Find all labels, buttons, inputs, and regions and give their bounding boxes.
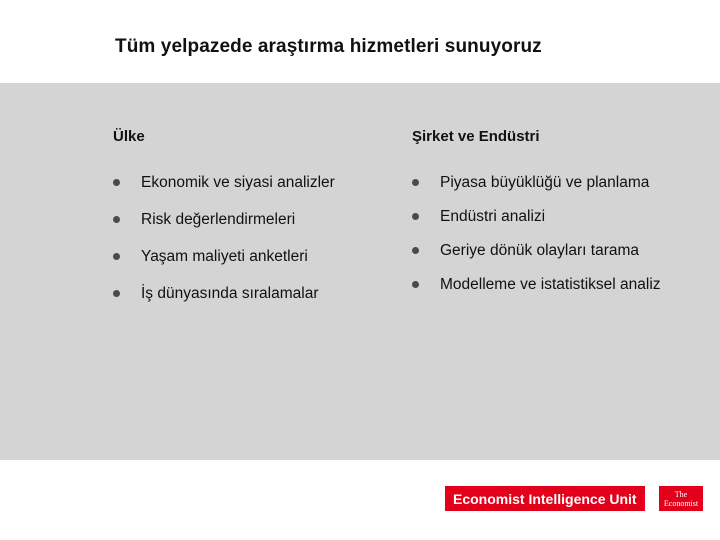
bullet-icon [113, 253, 120, 260]
slide-title: Tüm yelpazede araştırma hizmetleri sunuyoruz [115, 36, 542, 57]
bullet-icon [412, 213, 419, 220]
left-column-heading: Ülke [113, 128, 145, 145]
list-item [113, 284, 393, 304]
eiu-logo [445, 486, 703, 511]
list-item [412, 241, 672, 261]
list-item-text: İş dünyasında sıralamalar [141, 285, 319, 302]
bullet-icon [113, 179, 120, 186]
list-item-text: Geriye dönük olayları tarama [440, 242, 640, 259]
list-item-text: Yaşam maliyeti anketleri [141, 248, 308, 265]
list-item-text: Modelleme ve istatistiksel analiz [440, 276, 661, 293]
list-item [412, 275, 672, 295]
left-column [113, 128, 393, 321]
list-item [113, 173, 393, 193]
list-item-text: Endüstri analizi [440, 208, 546, 225]
logo-mark-line2: Economist [663, 498, 699, 508]
logo-divider [645, 486, 659, 511]
list-item-text: Risk değerlendirmeleri [141, 211, 296, 228]
list-item-text: Ekonomik ve siyasi analizler [141, 174, 335, 191]
bullet-icon [412, 247, 419, 254]
left-bullet-list [113, 173, 393, 304]
logo-mark-line1: The [674, 489, 688, 499]
list-item [412, 207, 672, 227]
right-bullet-list [412, 173, 672, 295]
right-column-heading: Şirket ve Endüstri [412, 128, 540, 145]
list-item [113, 210, 393, 230]
right-column [412, 128, 672, 309]
list-item-text: Piyasa büyüklüğü ve planlama [440, 174, 650, 191]
list-item [113, 247, 393, 267]
economist-logo-mark [659, 486, 703, 511]
bullet-icon [113, 216, 120, 223]
logo-wordmark: Economist Intelligence Unit [445, 486, 645, 511]
bullet-icon [412, 179, 419, 186]
list-item [412, 173, 672, 193]
bullet-icon [412, 281, 419, 288]
bullet-icon [113, 290, 120, 297]
